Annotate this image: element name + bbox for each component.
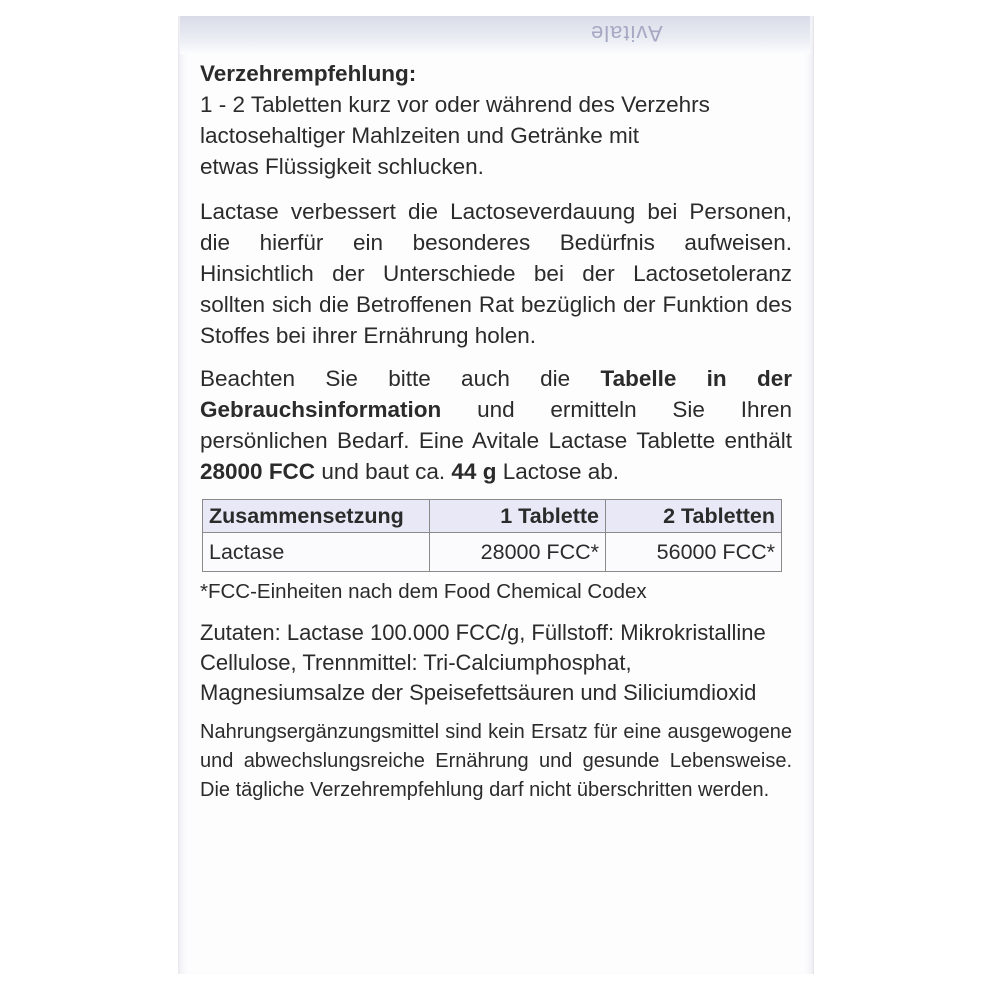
lactase-paragraph: Lactase verbessert die Lactoseverdauung bei Personen, die hierfür ein besonderes Bedürfnis aufweisen. Hinsichtlich der Unterschiede bei der Lactosetoleranz sollten sich die Betroffenen Rat bezüglich der Funktion des Stoffes bei ihrer Ernährung holen. — [200, 199, 792, 348]
table-cell: 28000 FCC* — [430, 533, 606, 572]
brand-logo-mirrored: Avitale — [590, 21, 663, 46]
table-row — [203, 533, 782, 572]
usage-line: etwas Flüssigkeit schlucken. — [200, 154, 484, 179]
usage-text — [200, 89, 792, 182]
table-header-cell: 1 Tablette — [430, 500, 606, 533]
info-bold-fcc: 28000 FCC — [200, 459, 316, 484]
package-text — [200, 58, 792, 805]
info-paragraph — [200, 363, 792, 487]
table-header-cell: Zusammensetzung — [203, 500, 430, 533]
table-header-row — [203, 500, 782, 533]
disclaimer: Nahrungsergänzungsmittel sind kein Ersatz für eine ausgewogene und abwechslungsreiche Ernährung und gesunde Lebensweise. Die tägliche Verzehrempfehlung darf nicht überschritten werden. — [200, 721, 792, 801]
table-cell: Lactase — [203, 533, 430, 572]
info-bold-grams: 44 g — [451, 459, 497, 484]
ingredients: Zutaten: Lactase 100.000 FCC/g, Füllstoff: Mikrokristalline Cellulose, Trennmittel: Tri-Calciumphosphat, Magnesiumsalze der Speisefettsäuren und Siliciumdioxid — [200, 620, 766, 705]
info-text: und baut ca. — [315, 459, 452, 484]
usage-line: 1 - 2 Tabletten kurz vor oder während des Verzehrs — [200, 92, 710, 117]
composition-table — [202, 499, 782, 572]
info-text: Lactose ab. — [496, 459, 620, 484]
table-header-cell: 2 Tabletten — [606, 500, 782, 533]
info-text: Beachten Sie bitte auch die — [200, 366, 601, 391]
package-top-flap — [180, 16, 810, 54]
usage-heading: Verzehrempfehlung: — [200, 61, 417, 86]
table-cell: 56000 FCC* — [606, 533, 782, 572]
info-text: und ermitteln Sie Ihren persönlichen Bedarf. Eine Avitale Lactase Tablette enthält — [200, 397, 792, 453]
footnote: *FCC-Einheiten nach dem Food Chemical Codex — [200, 580, 647, 603]
usage-line: lactosehaltiger Mahlzeiten und Getränke mit — [200, 123, 639, 148]
info-bold-table-ref: Tabelle in der Gebrauchsinformation — [200, 366, 792, 422]
